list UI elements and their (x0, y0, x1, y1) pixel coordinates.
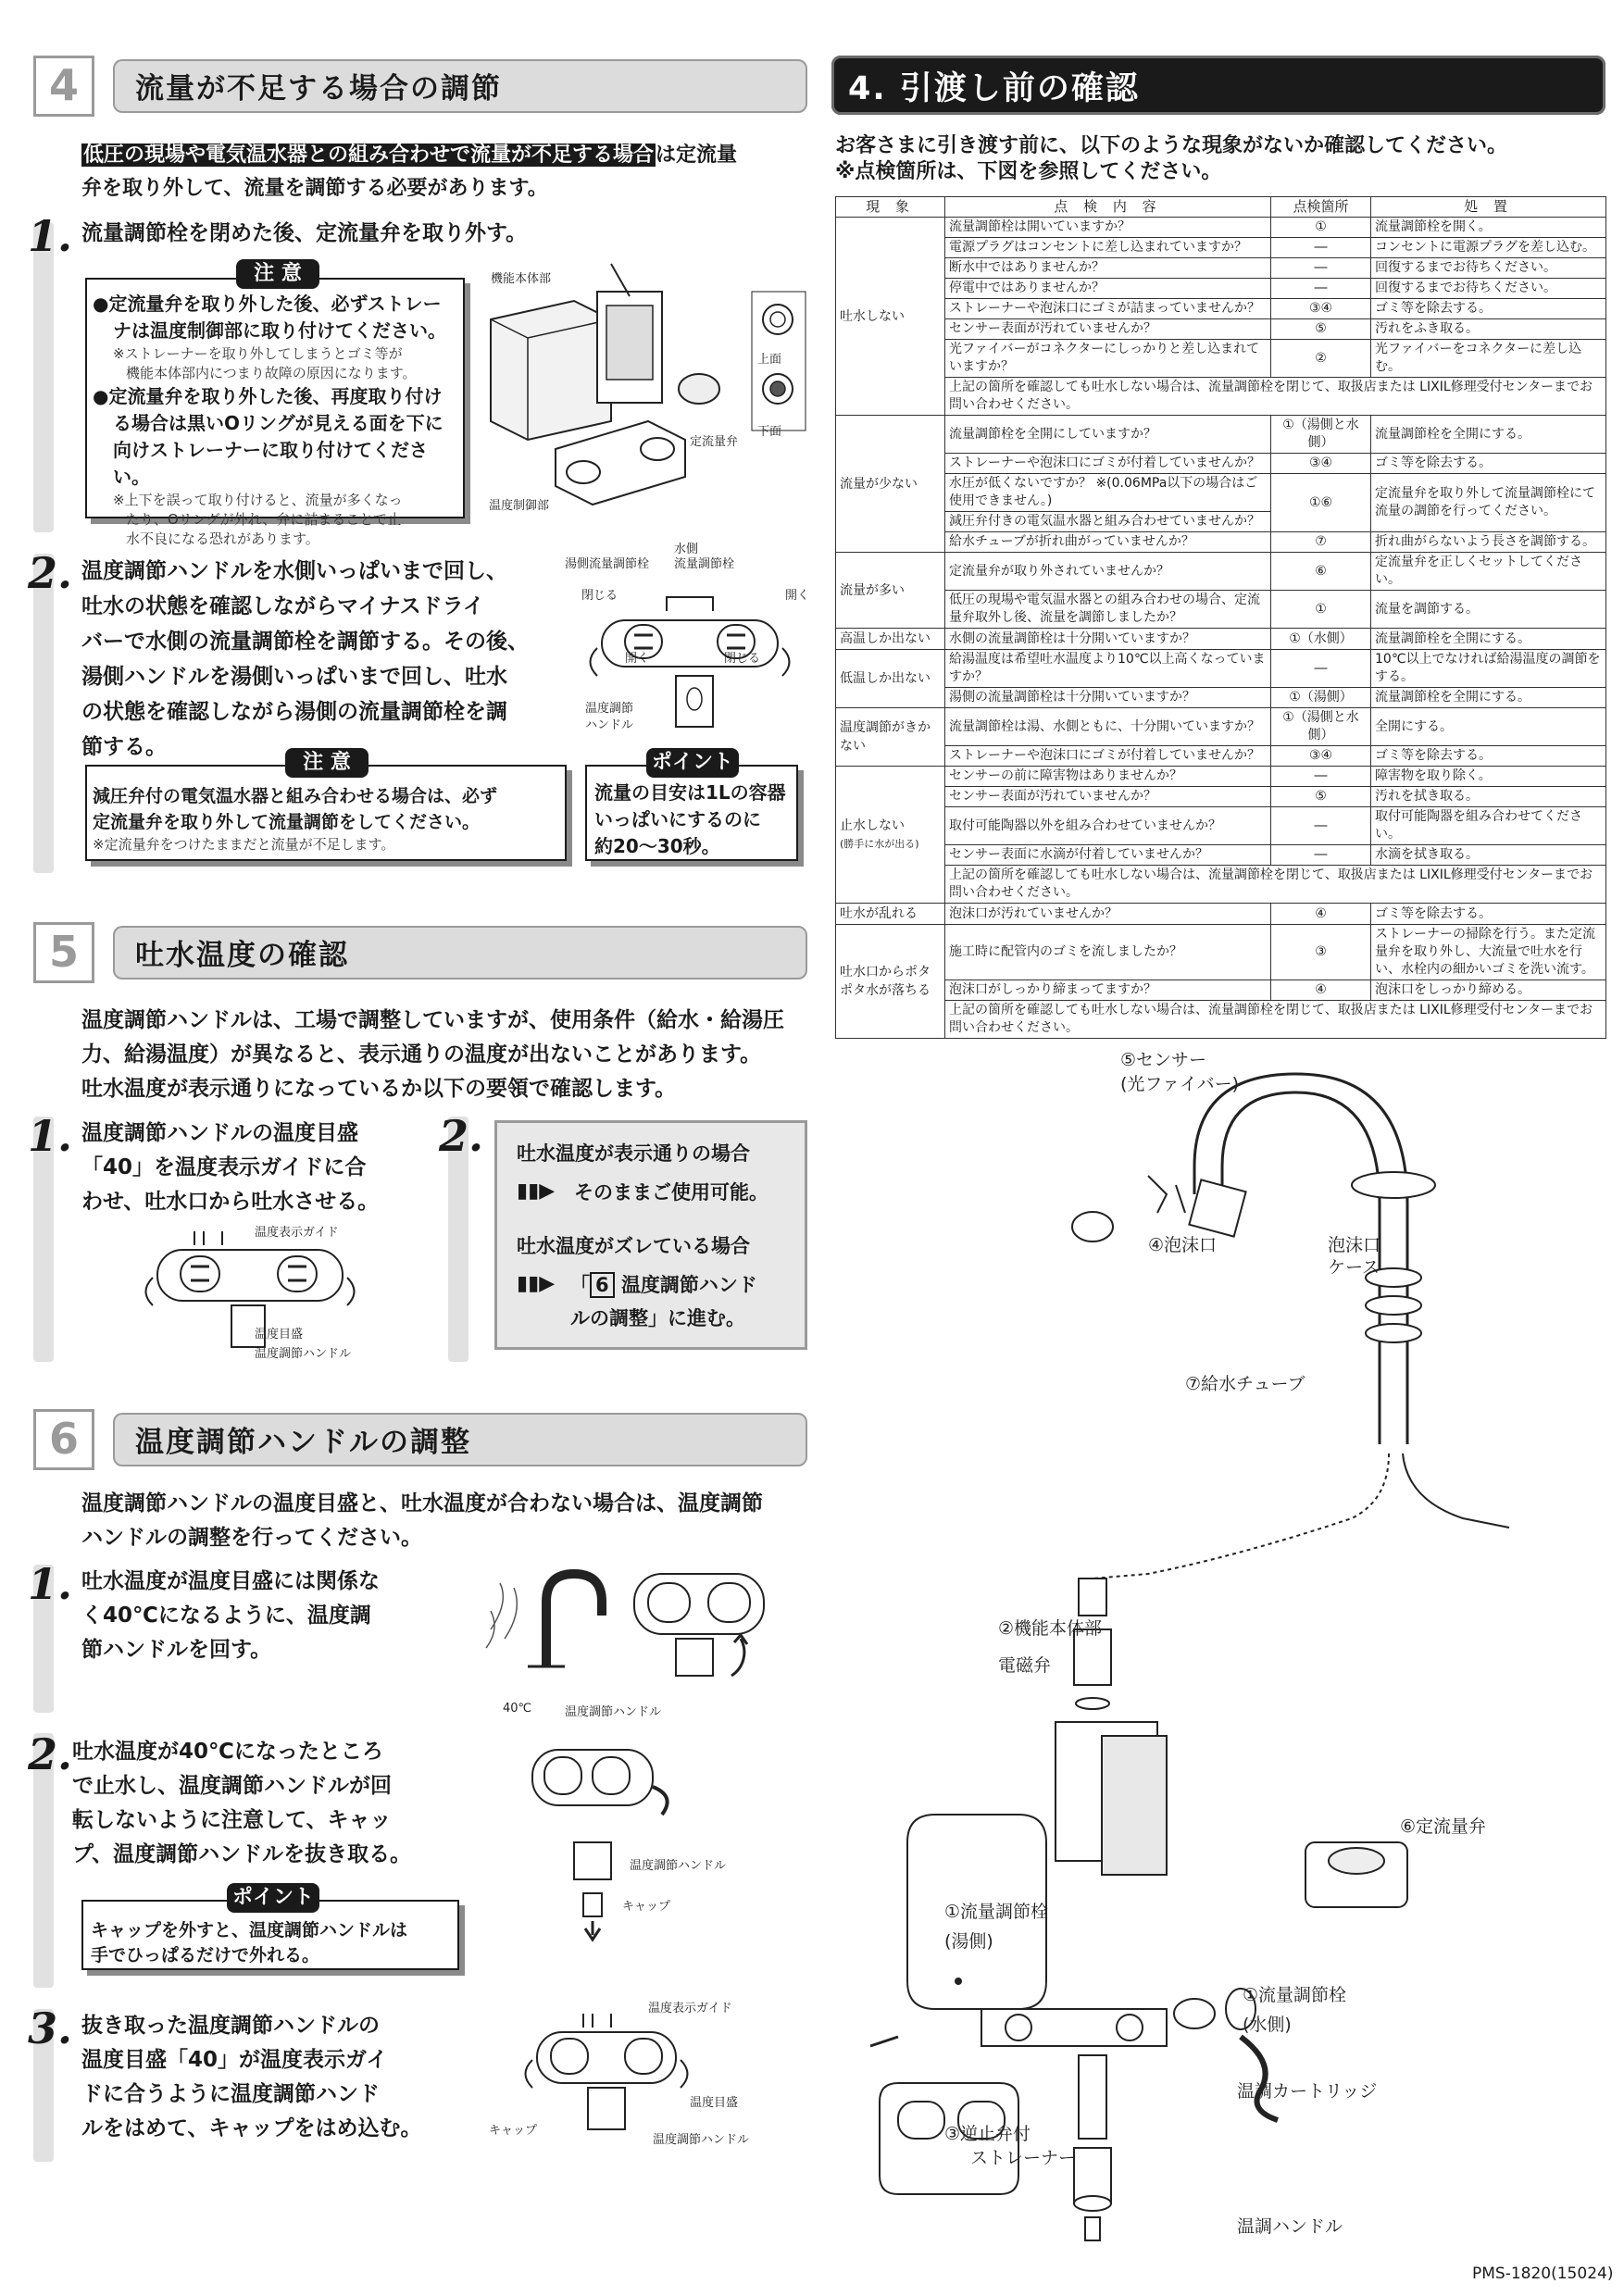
diagram-label-body: ②機能本体部 (998, 1618, 1103, 1639)
check-table-question: 施工時に配管内のゴミを流しましたか？ (945, 925, 1271, 980)
check-table-row (836, 866, 1606, 904)
right-intro2: ※点検箇所は、下図を参照してください。 (835, 160, 1222, 183)
check-table-question: 停電中ではありませんか？ (945, 279, 1271, 299)
diagram-label-sensor: ⑤センサー (1120, 1050, 1207, 1070)
section-number-5: 5 (33, 922, 94, 983)
check-table-row (836, 980, 1606, 1001)
check-table-phenomenon: 流量が多い (836, 553, 945, 629)
check-table-action: ゴミ等を除去する。 (1371, 454, 1606, 474)
sec6-step3-text: 抜き取った温度調節ハンドルの 温度目盛「40」が温度表示ガイ ドに合うように温度調節ハンド ルをはめて、キャップをはめ込む。 (81, 2014, 422, 2140)
check-table-row (836, 474, 1606, 512)
check-table-location: ― (1271, 650, 1371, 688)
sec5-intro: 温度調節ハンドルは、工場で調整していますが、使用条件（給水・給湯圧 力、給湯温度）が異なると、表示通りの温度が出ないことがあります。 吐水温度が表示通りになっているか以下の要領で確認します。 (81, 1008, 784, 1101)
check-table-row (836, 258, 1606, 279)
fig2-label-close1: 閉じる (581, 589, 618, 603)
check-table-location: ③ (1271, 925, 1371, 980)
diagram-label-valve: ⑥定流量弁 (1400, 1816, 1487, 1837)
check-table-question: 泡沫口がしっかり締まってますか？ (945, 980, 1271, 1001)
check-table-action: 汚れをふき取る。 (1371, 319, 1606, 340)
sec6-step1-text: 吐水温度が温度目盛には関係な く40℃になるように、温度調 節ハンドルを回す。 (81, 1569, 380, 1662)
check-table-row (836, 532, 1606, 553)
sec4-caution-content: ●定流量弁を取り外した後、必ずストレー ナは温度制御部に取り付けてください。 ※ストレーナーを取り外してしまうとゴミ等が 機能本体部内につまり故障の原因になります。 ●定流量弁を取り外した後、再度取り付け る場合は黒いOリングが見える面を下に 向けストレーナーに取り付けてください。 ※上下を誤って取り付けると、流量が多くなっ たり、Oリングが外れ、弁に詰まることで止 水不良になる恐れがあります。 (93, 293, 446, 547)
check-table-question: 流量調節栓は湯、水側ともに、十分開いていますか？ (945, 708, 1271, 746)
check-table-location: ①（湯側と水側） (1271, 416, 1371, 454)
check-table-row (836, 807, 1606, 845)
check-table-location: ② (1271, 340, 1371, 378)
fig1-label-top: 上面 (757, 353, 782, 367)
diagram-label-cartridge: 温調カートリッジ (1237, 2081, 1378, 2102)
check-table-note: 上記の箇所を確認しても吐水しない場合は、流量調節栓を閉じて、取扱店または LIXIL修理受付センターまでお問い合わせください。 (945, 378, 1606, 416)
sec4-step2-text: 温度調節ハンドルを水側いっぱいまで回し、 吐水の状態を確認しながらマイナスドライ バーで水側の流量調節栓を調節する。その後、 湯側ハンドルを湯側いっぱいまで回し、吐水 の状態を確認しながら湯側の流量調節栓を調 節する。 (81, 559, 529, 759)
check-table-location: ⑤ (1271, 319, 1371, 340)
check-table-row (836, 238, 1606, 258)
check-table-phenomenon: 吐水しない (836, 218, 945, 416)
check-table-action: 障害物を取り除く。 (1371, 767, 1606, 787)
sec6-fig3-label-guide: 温度表示ガイド (648, 2002, 732, 2015)
diagram-label-flow-hot2: (湯側) (944, 1931, 993, 1952)
check-table-location: ① (1271, 591, 1371, 629)
sec6-step1-number: 1. (28, 1559, 73, 1609)
diagram-label-flow-hot: ①流量調節栓 (944, 1902, 1049, 1922)
sec4-step2-bar (33, 554, 54, 873)
fig2-label-open2: 開く (785, 589, 810, 603)
diagram-label-aerator-case1: 泡沫口 (1328, 1235, 1381, 1255)
sec6-fig2-illustration (528, 1741, 676, 1944)
diagram-label-strainer2: ストレーナー (970, 2148, 1077, 2168)
check-table-row (836, 340, 1606, 378)
check-table-action: 回復するまでお待ちください。 (1371, 258, 1606, 279)
sec6-fig1-illustration (481, 1565, 778, 1713)
sec5-arrow1-icon: ▮▮▶ (517, 1179, 556, 1203)
sec5-fig-label-scale: 温度目盛 (255, 1328, 304, 1341)
check-table-location: ③④ (1271, 746, 1371, 767)
check-table-question: 泡沫口が汚れていませんか？ (945, 904, 1271, 925)
check-table-question: 水側の流量調節栓は十分開いていますか？ (945, 629, 1271, 650)
check-table-location: ⑤ (1271, 787, 1371, 807)
sec6-fig1-label-temp: 40℃ (503, 1702, 532, 1716)
check-table-question: 水圧が低くないですか？ ※(0.06MPa以下の場合はご使用できません。) (945, 474, 1271, 512)
check-table-phenomenon: 吐水口からポタポタ水が落ちる (836, 925, 945, 1039)
check-table-row (836, 279, 1606, 299)
check-table-row (836, 904, 1606, 925)
fig1-label-bottom: 下面 (757, 425, 782, 439)
check-table-action: ゴミ等を除去する。 (1371, 904, 1606, 925)
sec4-step1-bar (33, 222, 54, 532)
check-table-phenomenon: 温度調節がきかない (836, 708, 945, 767)
fig2-label-handle1: 温度調節 (585, 702, 634, 716)
section-6-title: 温度調節ハンドルの調整 (135, 1426, 471, 1459)
sec5-case2-action: 「 6 温度調節ハンド ルの調整」に進む。 (570, 1274, 757, 1329)
check-table-row (836, 787, 1606, 807)
sec4-fig1-illustration (481, 264, 815, 532)
check-table-action: 折れ曲がらないよう長さを調節する。 (1371, 532, 1606, 553)
check-table-row (836, 378, 1606, 416)
check-table-location: ― (1271, 767, 1371, 787)
check-table-row (836, 845, 1606, 866)
section-4-title: 流量が不足する場合の調節 (135, 72, 502, 106)
sec5-fig-label-handle: 温度調節ハンドル (255, 1347, 352, 1361)
sec6-step3-number: 3. (28, 2003, 73, 2053)
sec6-point-label: ポイント (227, 1883, 319, 1913)
check-table-header: 現 象 点 検 内 容 点検箇所 処 置 (836, 197, 1606, 218)
check-table-action: 回復するまでお待ちください。 (1371, 279, 1606, 299)
section-number-4: 4 (33, 56, 94, 117)
diagram-label-handle: 温調ハンドル (1237, 2216, 1343, 2237)
check-table-question: 断水中ではありませんか？ (945, 258, 1271, 279)
check-table-action: ゴミ等を除去する。 (1371, 746, 1606, 767)
check-table-location: ①（水側） (1271, 629, 1371, 650)
footer-code: PMS-1820(15024) (1472, 2265, 1614, 2283)
check-table-location: ①（湯側） (1271, 688, 1371, 708)
sec6-point-content: キャップを外すと、温度調節ハンドルは 手でひっぱるだけで外れる。 (91, 1920, 408, 1965)
check-table-row (836, 454, 1606, 474)
check-table-action: 泡沫口をしっかり締める。 (1371, 980, 1606, 1001)
diagram-label-flow-cold2: (水側) (1243, 2015, 1292, 2035)
check-table-question: ストレーナーや泡沫口にゴミが付着していませんか？ (945, 454, 1271, 474)
check-table-question: 流量調節栓を全開にしていますか？ (945, 416, 1271, 454)
fig1-label-valve: 定流量弁 (690, 435, 739, 449)
fig2-label-cold2: 流量調節栓 (674, 557, 735, 571)
check-table-row (836, 708, 1606, 746)
sec4-step2-number: 2. (28, 548, 73, 598)
sec6-fig2-label-handle: 温度調節ハンドル (630, 1859, 727, 1873)
sec6-step2-number: 2. (28, 1729, 73, 1779)
check-table-question: 低圧の現場や電気温水器との組み合わせの場合、定流量弁取外し後、流量を調節しましたか？ (945, 591, 1271, 629)
right-section-title: 4. 引渡し前の確認 (848, 70, 1140, 107)
check-table-action: 取付可能陶器を組み合わせてください。 (1371, 807, 1606, 845)
check-table-action: 流量調節栓を全開にする。 (1371, 629, 1606, 650)
check-table-row (836, 629, 1606, 650)
sec6-intro: 温度調節ハンドルの温度目盛と、吐水温度が合わない場合は、温度調節 ハンドルの調整を行ってください。 (81, 1491, 763, 1550)
sec5-step1-text: 温度調節ハンドルの温度目盛 「40」を温度表示ガイドに合 わせ、吐水口から吐水させる。 (81, 1121, 380, 1214)
check-table-phenomenon: 流量が少ない (836, 416, 945, 553)
check-table-location: ④ (1271, 980, 1371, 1001)
sec6-fig3-illustration (518, 2014, 704, 2134)
check-table-row (836, 553, 1606, 591)
fig2-label-close2: 閉じる (724, 652, 761, 666)
check-table-location: ― (1271, 845, 1371, 866)
check-table-question: 定流量弁が取り外されていませんか？ (945, 553, 1271, 591)
check-table-location: ― (1271, 238, 1371, 258)
check-table-question: ストレーナーや泡沫口にゴミが付着していませんか？ (945, 746, 1271, 767)
check-table-row (836, 591, 1606, 629)
check-table-action: 定流量弁を正しくセットしてください。 (1371, 553, 1606, 591)
section-number-6: 6 (33, 1409, 94, 1470)
check-table-question: センサー表面が汚れていませんか？ (945, 787, 1271, 807)
fig2-label-handle2: ハンドル (585, 718, 634, 732)
sec5-arrow2-icon: ▮▮▶ (517, 1272, 556, 1295)
sec4-step1-number: 1. (28, 211, 73, 261)
check-table-phenomenon: 止水しない (勝手に水が出る) (836, 767, 945, 904)
check-table-row (836, 299, 1606, 319)
check-table-question: 取付可能陶器以外を組み合わせていませんか？ (945, 807, 1271, 845)
check-table-row (836, 767, 1606, 787)
check-table-location: ― (1271, 258, 1371, 279)
sec4-caution-label: 注 意 (236, 259, 319, 289)
check-table-row (836, 319, 1606, 340)
check-table-action: 水滴を拭き取る。 (1371, 845, 1606, 866)
sec6-fig3-label-scale: 温度目盛 (690, 2096, 739, 2110)
check-table (835, 196, 1606, 1039)
sec6-fig1-label-handle: 温度調節ハンドル (565, 1705, 662, 1719)
check-table-question: センサー表面が汚れていませんか？ (945, 319, 1271, 340)
diagram-label-tube: ⑦給水チューブ (1185, 1374, 1305, 1394)
check-table-location: ①（湯側と水側） (1271, 708, 1371, 746)
diagram-label-solenoid: 電磁弁 (998, 1655, 1052, 1676)
sec5-step1-number: 1. (28, 1111, 73, 1161)
check-table-question: 給水チューブが折れ曲がっていませんか？ (945, 532, 1271, 553)
check-table-question: 光ファイバーがコネクターにしっかりと差し込まれていますか？ (945, 340, 1271, 378)
check-table-action: 定流量弁を取り外して流量調節栓にて流量の調節を行ってください。 (1371, 474, 1606, 532)
right-intro1: お客さまに引き渡す前に、以下のような現象がないか確認してください。 (835, 134, 1508, 157)
check-table-question: 電源プラグはコンセントに差し込まれていますか？ (945, 238, 1271, 258)
check-table-question: ストレーナーや泡沫口にゴミが詰まっていませんか？ (945, 299, 1271, 319)
diagram-label-aerator-case2: ケース (1328, 1257, 1380, 1278)
fig1-label-body: 機能本体部 (491, 272, 552, 286)
check-table-question: センサーの前に障害物はありませんか？ (945, 767, 1271, 787)
check-table-phenomenon: 低温しか出ない (836, 650, 945, 708)
sec6-fig2-label-cap: キャップ (622, 1900, 671, 1914)
fig2-label-cold: 水側 (674, 543, 699, 556)
check-table-action: 光ファイバーをコネクターに差し込む。 (1371, 340, 1606, 378)
sec6-fig3-label-cap: キャップ (489, 2124, 538, 2138)
check-table-location: ① (1271, 218, 1371, 238)
check-table-action: 流量を調節する。 (1371, 591, 1606, 629)
diagram-label-fiber: (光ファイバー) (1120, 1074, 1240, 1094)
sec4-point-content: 流量の目安は1Lの容器 いっぱいにするのに 約20〜30秒。 (594, 781, 786, 857)
sec4-step1-text: 流量調節栓を閉めた後、定流量弁を取り外す。 (81, 221, 528, 245)
check-table-location: ③④ (1271, 299, 1371, 319)
diagram-label-strainer1: ③逆止弁付 (944, 2124, 1031, 2144)
check-table-row (836, 416, 1606, 454)
sec4-caution2-content: 減圧弁付の電気温水器と組み合わせる場合は、必ず 定流量弁を取り外して流量調節をしてください。 ※定流量弁をつけたままだと流量が不足します。 (93, 786, 498, 853)
check-table-question: センサー表面に水滴が付着していませんか？ (945, 845, 1271, 866)
fig2-label-open1: 開く (625, 652, 650, 666)
check-table-question: 減圧弁付きの電気温水器と組み合わせていませんか？ (945, 512, 1271, 532)
check-table-location: ― (1271, 279, 1371, 299)
fig2-label-hot: 湯側流量調節栓 (565, 557, 650, 571)
check-table-question: 流量調節栓は開いていますか？ (945, 218, 1271, 238)
check-table-action: 汚れを拭き取る。 (1371, 787, 1606, 807)
check-table-location: ― (1271, 807, 1371, 845)
sec4-intro: 低圧の現場や電気温水器との組み合わせで流量が不足する場合は定流量 弁を取り外して、流量を調節する必要があります。 (81, 144, 738, 200)
diagram-label-flow-cold: ①流量調節栓 (1243, 1985, 1347, 2005)
check-table-question: 給湯温度は希望吐水温度より10℃以上高くなっていますか？ (945, 650, 1271, 688)
check-table-row (836, 218, 1606, 238)
fig1-label-control: 温度制御部 (489, 499, 550, 513)
check-table-action: 流量調節栓を全開にする。 (1371, 688, 1606, 708)
sec5-case1-action: そのままご使用可能。 (574, 1181, 768, 1204)
sec6-fig3-label-handle: 温度調節ハンドル (653, 2133, 750, 2147)
check-table-location: ④ (1271, 904, 1371, 925)
section-5-title: 吐水温度の確認 (135, 939, 349, 972)
check-table-row (836, 746, 1606, 767)
check-table-row (836, 925, 1606, 980)
sec4-point-label: ポイント (646, 748, 739, 778)
check-table-question: 湯側の流量調節栓は十分開いていますか？ (945, 688, 1271, 708)
check-table-action: 流量調節栓を開く。 (1371, 218, 1606, 238)
sec5-fig-label-guide: 温度表示ガイド (255, 1226, 339, 1240)
check-table-location: ③④ (1271, 454, 1371, 474)
check-table-action: コンセントに電源プラグを差し込む。 (1371, 238, 1606, 258)
parts-diagram (870, 1055, 1574, 2259)
check-table-note: 上記の箇所を確認しても吐水しない場合は、流量調節栓を閉じて、取扱店または LIXIL修理受付センターまでお問い合わせください。 (945, 866, 1606, 904)
check-table-action: ストレーナーの掃除を行う。また定流量弁を取り外し、大流量で吐水を行い、水栓内の細かいゴミを洗い流す。 (1371, 925, 1606, 980)
check-table-action: 10℃以上でなければ給湯温度の調節をする。 (1371, 650, 1606, 688)
check-table-action: 流量調節栓を全開にする。 (1371, 416, 1606, 454)
diagram-label-aerator: ④泡沫口 (1148, 1235, 1218, 1255)
check-table-phenomenon: 高温しか出ない (836, 629, 945, 650)
sec5-step2-number: 2. (439, 1111, 484, 1161)
check-table-location: ⑥ (1271, 553, 1371, 591)
sec5-case1: 吐水温度が表示通りの場合 (517, 1142, 750, 1165)
check-table-note: 上記の箇所を確認しても吐水しない場合は、流量調節栓を閉じて、取扱店または LIXIL修理受付センターまでお問い合わせください。 (945, 1001, 1606, 1039)
check-table-action: 全開にする。 (1371, 708, 1606, 746)
sec5-case2: 吐水温度がズレている場合 (517, 1235, 750, 1257)
check-table-row (836, 650, 1606, 688)
check-table-location: ①⑥ (1271, 474, 1371, 532)
check-table-location: ⑦ (1271, 532, 1371, 553)
check-table-action: ゴミ等を除去する。 (1371, 299, 1606, 319)
check-table-phenomenon: 吐水が乱れる (836, 904, 945, 925)
check-table-row (836, 1001, 1606, 1039)
sec4-caution2-label: 注 意 (285, 748, 369, 778)
sec6-step2-text: 吐水温度が40℃になったところ で止水し、温度調節ハンドルが回 転しないように注意して、キャッ プ、温度調節ハンドルを抜き取る。 (72, 1740, 412, 1866)
check-table-row (836, 688, 1606, 708)
